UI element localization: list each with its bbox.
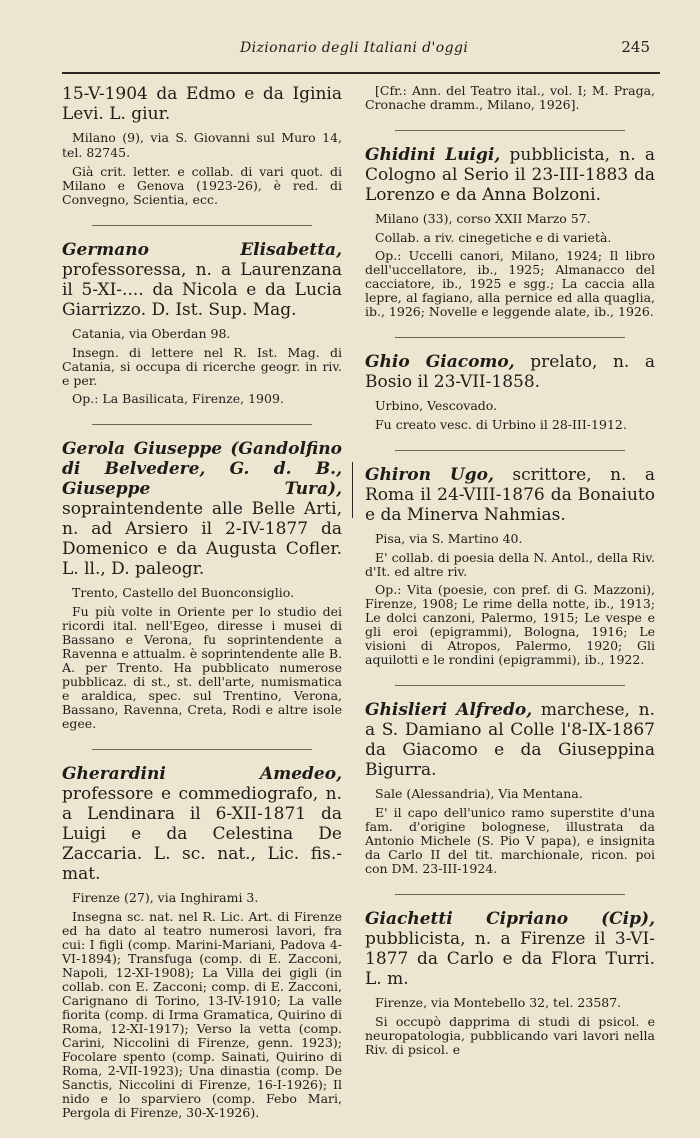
entry-address: Firenze (27), via Inghirami 3. [72,890,259,905]
entry-name: Ghiron Ugo, [365,465,494,485]
entry-address: Firenze, via Montebello 32, tel. 23587. [375,995,622,1010]
entry-head: 15-V-1904 da Edmo e da Iginia Levi. L. giur. [62,84,342,124]
entry-giachetti [365,909,655,1057]
entry-description: pubblicista, n. a Firenze il 3-VI-1877 da Carlo e da Flora Turri. L. m. [365,929,655,989]
entry-body: Insegn. di lettere nel R. Ist. Mag. di Catania, si occupa di ricerche geogr. in riv. e per. [62,345,342,388]
entry-description: prelato, n. a Bosio il 23-VII-1858. [365,352,655,392]
entry-address: Sale (Alessandria), Via Mentana. [375,786,583,801]
entry-head [62,240,342,320]
entry-pseudonym: (Cip), [601,909,655,929]
column-divider [352,462,353,518]
entry-ghidini [365,145,655,319]
entry-description: professore e commediografo, n. a Lendinara il 6-XII-1871 da Luigi e da Celestina De Zaccaria. L. sc. nat., Lic. fis.-mat. [62,784,342,884]
entry-gerola [62,439,342,731]
entry-separator [92,225,312,226]
entry-head [365,465,655,525]
entry-description: sopraintendente alle Belle Arti, n. ad Arsiero il 2-IV-1877 da Domenico e da Augusta Cofler. L. ll., D. paleogr. [62,499,342,579]
entry-address: Urbino, Vescovado. [375,398,498,413]
entry-body: E' il capo dell'unico ramo superstite d'una fam. d'origine bolognese, illustrata da Antonio Michele (S. Pio V papa), e insignita da Carlo II del tit. marchionale, ricon. poi con DM. 23-III-1924. [365,805,655,876]
entry-head [62,764,342,884]
entry-ghiron [365,465,655,667]
entry-ghio [365,352,655,432]
entry-germano [62,240,342,406]
entry-name: Gherardini Amedeo, [62,764,342,784]
entry-head [365,352,655,392]
entry-body: Si occupò dapprima di studi di psicol. e neuropatologia, pubblicando vari lavori nella Riv. di psicol. e [365,1014,655,1057]
entry-head [365,145,655,205]
entry-cfr [365,84,655,112]
entry-separator [395,130,625,131]
entry-name: Gerola Giuseppe [62,439,223,459]
entry-separator [395,685,625,686]
entry-body: Già crit. letter. e collab. di vari quot. di Milano e Genova (1923-26), è red. di Convegno, Scientia, ecc. [62,164,342,207]
entry-pseudonym: (Gandolfino di Belvedere, G. d. B., Giuseppe Tura), [62,439,342,499]
entry-head [62,439,342,579]
entry-separator [395,337,625,338]
left-column [62,84,342,1138]
page-header [62,32,660,74]
entry-name: Ghio Giacomo, [365,352,515,372]
entry-description: marchese, n. a S. Damiano al Colle l'8-IX-1867 da Giacomo e da Giuseppina Bigurra. [365,700,656,780]
running-title: Dizionario degli Italiani d'oggi [240,40,469,56]
entry-body: Insegna sc. nat. nel R. Lic. Art. di Firenze ed ha dato al teatro numerosi lavori, fra cui: I figli (comp. Marini-Mariani, Padova 4-VI-1894); Transfuga (comp. di E. Zacconi, Napoli, 12-XI-1908); La Villa dei gigli (in collab. con E. Zacconi; comp. di E. Zacconi, Carignano di Torino, 13-IV-1910; La valle fiorita (comp. di Irma Gramatica, Quirino di Roma, 12-XI-1917); Verso la vetta (comp. Carini, Niccolini di Firenze, genn. 1923); Focolare spento (comp. Sainati, Quirino di Roma, 2-VII-1923); Una dinastia (comp. De Sanctis, Niccolini di Firenze, 16-I-1926); Il nido e lo sparviero (comp. Febo Mari, Pergola di Firenze, 30-X-1926). [62,909,342,1120]
entry-address: Pisa, via S. Martino 40. [375,531,523,546]
right-column [365,84,655,1075]
page-number: 245 [621,38,650,56]
entry-body: [Cfr.: Ann. del Teatro ital., vol. I; M. Praga, Cronache dramm., Milano, 1926]. [365,83,655,112]
entry-works: Op.: Uccelli canori, Milano, 1924; Il libro dell'uccellatore, ib., 1925; Almanacco del cacciatore, ib., 1925 e sgg.; La caccia alla lepre, al fagiano, alla pernice ed alla quaglia, ib., 1926; Novelle e leggende alate, ib., 1926. [365,248,655,319]
entry-works: Op.: Vita (poesie, con pref. di G. Mazzoni), Firenze, 1908; Le rime della notte, ib., 1913; Le dolci canzoni, Palermo, 1915; Le vespe e gli eroi (epigrammi), Bologna, 1916; Le visioni di Atropos, Palermo, 1920; Gli aquilotti e le rondini (epigrammi), ib., 1922. [365,582,655,667]
entry-name: Ghislieri Alfredo, [365,700,533,720]
entry-name: Ghidini Luigi, [365,145,501,165]
entry-name: Germano Elisabetta, [62,240,342,260]
entry-separator [395,450,625,451]
entry-address: Milano (33), corso XXII Marzo 57. [375,211,591,226]
entry-address: Milano (9), via S. Giovanni sul Muro 14, tel. 82745. [62,130,342,160]
entry-head [365,909,655,989]
entry-description: pubblicista, n. a Cologno al Serio il 23-III-1883 da Lorenzo e da Anna Bolzoni. [365,145,655,205]
entry-separator [92,749,312,750]
entry-name: Giachetti Cipriano [365,909,569,929]
entry-edmo [62,84,342,207]
entry-body: Fu creato vesc. di Urbino il 28-III-1912. [375,417,627,432]
entry-description: professoressa, n. a Laurenzana il 5-XI-.... da Nicola e da Lucia Giarrizzo. D. Ist. Sup. Mag. [62,260,342,320]
entry-gherardini [62,764,342,1120]
entry-head [365,700,655,780]
entry-body: E' collab. di poesia della N. Antol., della Riv. d'It. ed altre riv. [365,550,655,579]
entry-separator [92,424,312,425]
entry-address: Catania, via Oberdan 98. [72,326,231,341]
entry-body: Fu più volte in Oriente per lo studio dei ricordi ital. nell'Egeo, diresse i musei di Bassano e Verona, fu soprintendente a Ravenna e attualm. è soprintendente alle B. A. per Trento. Ha pubblicato numerose pubblicaz. di st., st. dell'arte, numismatica e araldica, spec. sul Trentino, Verona, Bassano, Ravenna, Creta, Rodi e altre isole egee. [62,604,342,731]
entry-description: scrittore, n. a Roma il 24-VIII-1876 da Bonaiuto e da Minerva Nahmias. [365,465,655,525]
entry-body: Collab. a riv. cinegetiche e di varietà. [375,230,612,245]
entry-ghislieri [365,700,655,876]
entry-address: Trento, Castello del Buonconsiglio. [72,585,295,600]
entry-works: Op.: La Basilicata, Firenze, 1909. [72,391,284,406]
entry-separator [395,894,625,895]
